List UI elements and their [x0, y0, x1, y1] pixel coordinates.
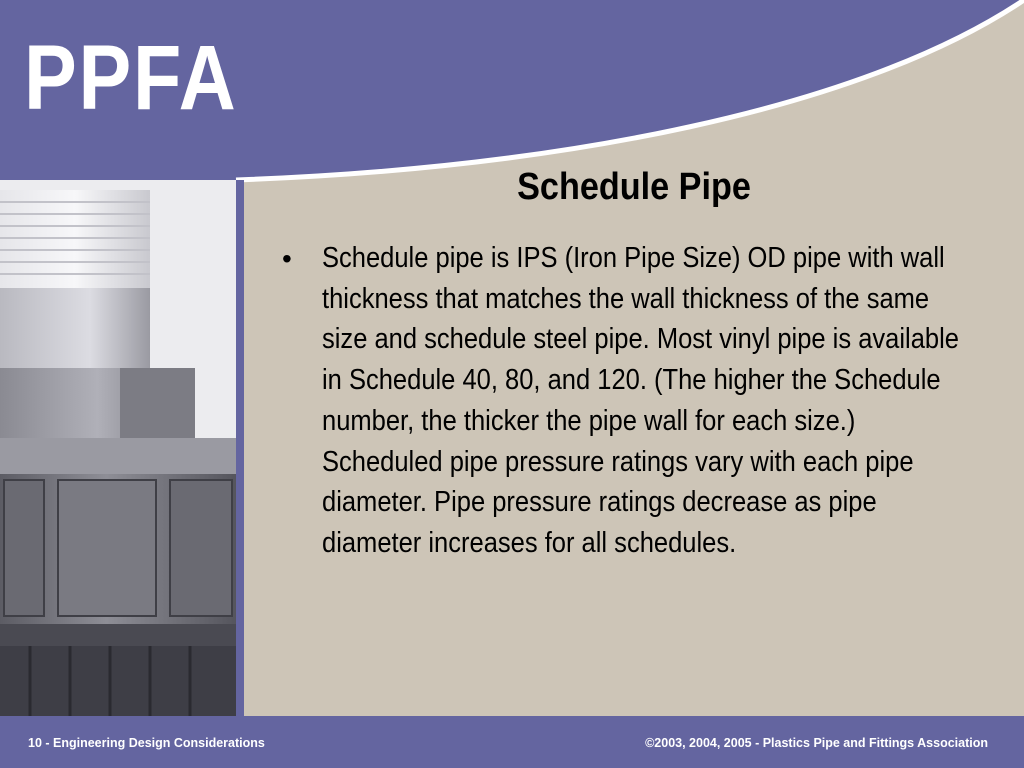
bullet-dot: •: [282, 243, 292, 274]
footer-copyright: ©2003, 2004, 2005 - Plastics Pipe and Fittings Association: [645, 736, 988, 750]
bullet-text: Schedule pipe is IPS (Iron Pipe Size) OD pipe with wall thickness that matches the wall thickness of the same size and schedule steel pipe. Most vinyl pipe is available in Schedule 40, 80, and 120. (The higher the Schedule number, the thicker the pipe wall for each size.) Scheduled pipe pressure ratings vary with each pipe diameter. Pipe pressure ratings decrease as pipe diameter increases for all schedules.: [322, 242, 959, 559]
slide-title: Schedule Pipe: [517, 166, 751, 208]
fitting-collar: [0, 438, 236, 476]
footer-slide-label: 10 - Engineering Design Considerations: [28, 736, 265, 750]
body-ribs: [4, 480, 232, 616]
bullet-item: [282, 238, 1024, 564]
bullet-list: [282, 238, 1024, 564]
pipe-fitting-photo: [0, 180, 236, 716]
footer-bar: [0, 716, 1024, 768]
content-divider-bar: [236, 180, 244, 716]
hex-nut-face: [120, 368, 195, 440]
ppfa-logo: PPFA: [24, 27, 238, 129]
pipe-neck: [0, 288, 150, 370]
fitting-rim: [0, 624, 236, 646]
fitting-base: [0, 646, 236, 716]
